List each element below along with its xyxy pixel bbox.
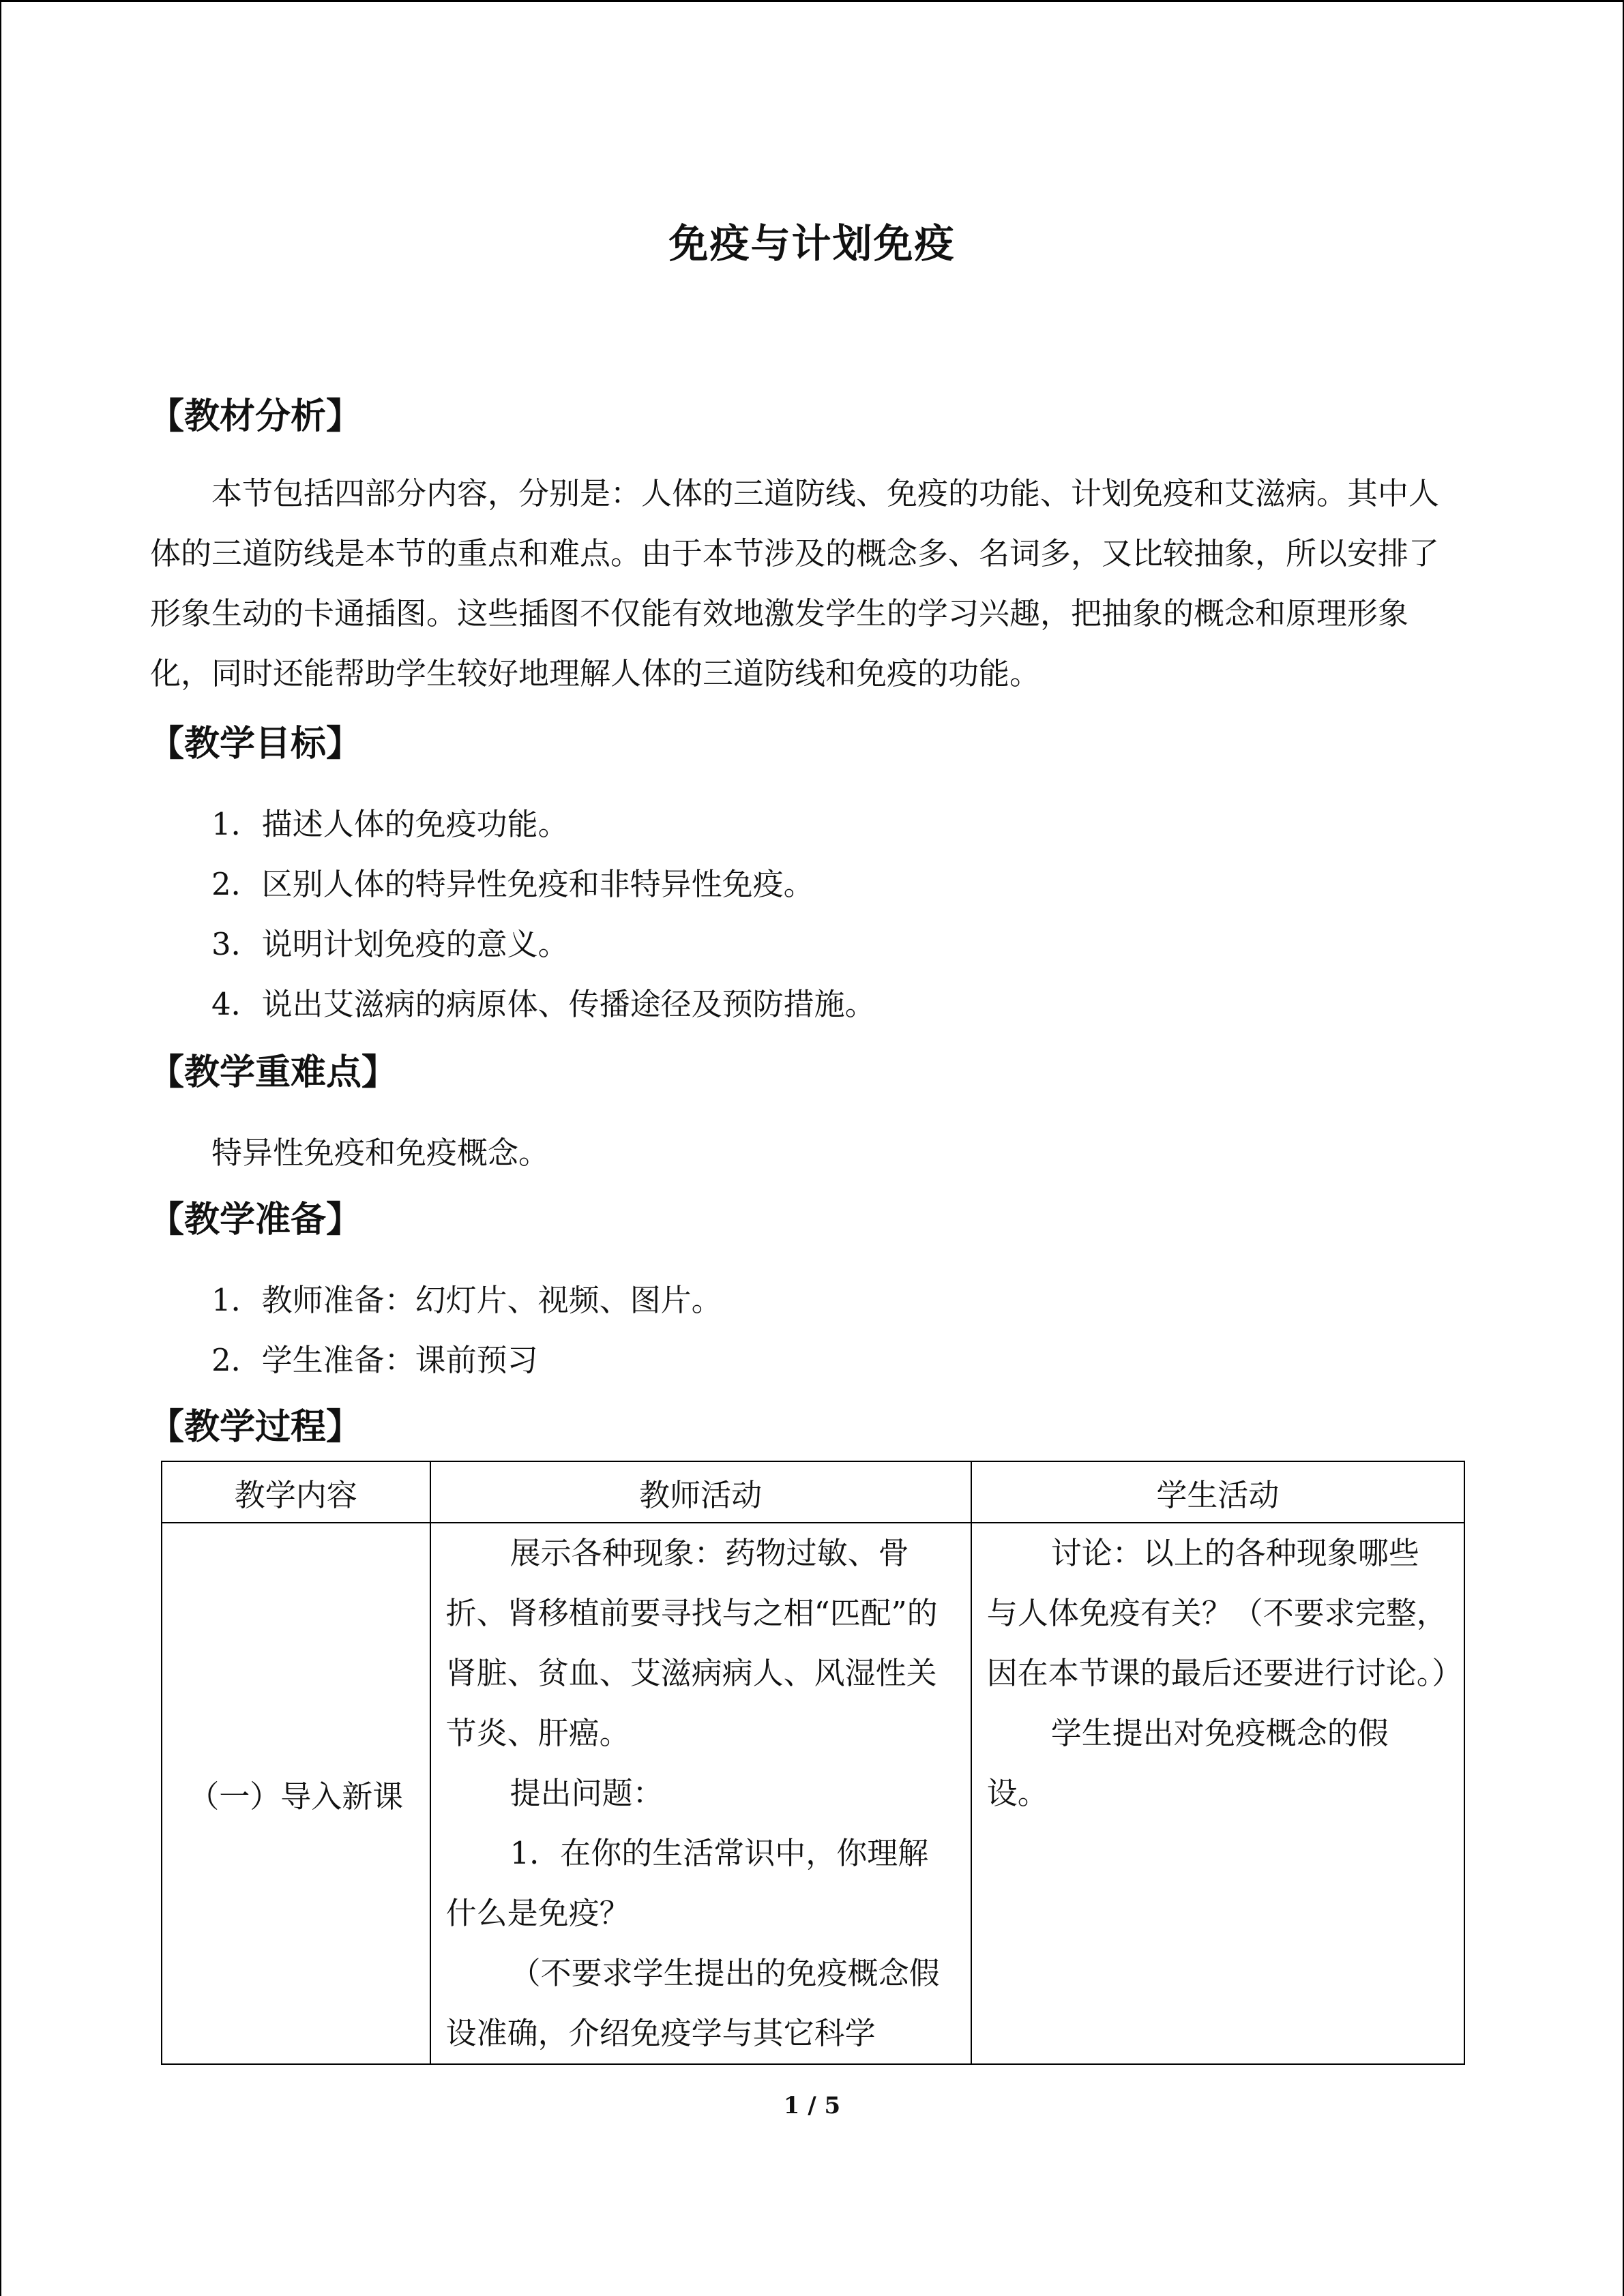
cell-student	[971, 1523, 1464, 2064]
cell-content	[162, 1523, 430, 2064]
table-row	[162, 1523, 1464, 2064]
preparation-item: 2．学生准备：课前预习	[211, 1342, 538, 1378]
header-student: 学生活动	[971, 1461, 1464, 1523]
page-number: 1 / 5	[783, 2092, 841, 2119]
heading-preparation: 【教学准备】	[149, 1199, 362, 1240]
preparation-item: 1．教师准备：幻灯片、视频、图片。	[211, 1282, 722, 1318]
process-table	[161, 1461, 1465, 2065]
goal-item: 3．说明计划免疫的意义。	[211, 926, 569, 962]
teacher-paragraph: 提出问题：	[510, 1775, 664, 1811]
table-header-row	[162, 1461, 1464, 1523]
analysis-body: 本节包括四部分内容，分别是：人体的三道防线、免疫的功能、计划免疫和艾滋病。其中人体的三道防线是本节的重点和难点。由于本节涉及的概念多、名词多，又比较抽象，所以安排了形象生动的卡通插图。这些插图不仅能有效地激发学生的学习兴趣，把抽象的概念和原理形象化，同时还能帮助学生较好地理解人体的三道防线和免疫的功能。	[150, 475, 1440, 691]
header-teacher: 教师活动	[430, 1461, 971, 1523]
cell-teacher	[430, 1523, 971, 2064]
student-paragraph: 学生提出对免疫概念的假设。	[986, 1715, 1389, 1811]
heading-process: 【教学过程】	[149, 1407, 362, 1448]
goal-item: 4．说出艾滋病的病原体、传播途径及预防措施。	[211, 986, 876, 1022]
content-label: （一）导入新课	[188, 1778, 404, 1815]
header-content: 教学内容	[162, 1461, 430, 1523]
teacher-paragraph: 1．在你的生活常识中，你理解什么是免疫？	[445, 1835, 929, 1931]
teacher-paragraph: 展示各种现象：药物过敏、骨折、肾移植前要寻找与之相“匹配”的肾脏、贫血、艾滋病病人、风湿性关节炎、肝癌。	[445, 1535, 938, 1751]
goal-item: 1．描述人体的免疫功能。	[211, 806, 569, 842]
document-title: 免疫与计划免疫	[668, 220, 956, 267]
key-points-body: 特异性免疫和免疫概念。	[211, 1135, 550, 1171]
heading-analysis: 【教材分析】	[149, 396, 362, 437]
heading-goals: 【教学目标】	[149, 724, 362, 764]
teacher-paragraph: （不要求学生提出的免疫概念假设准确，介绍免疫学与其它科学	[445, 1955, 940, 2051]
student-paragraph: 讨论：以上的各种现象哪些与人体免疫有关？（不要求完整，因在本节课的最后还要进行讨论。）	[986, 1535, 1463, 1691]
heading-key-points: 【教学重难点】	[149, 1052, 398, 1093]
goal-item: 2．区别人体的特异性免疫和非特异性免疫。	[211, 866, 814, 902]
